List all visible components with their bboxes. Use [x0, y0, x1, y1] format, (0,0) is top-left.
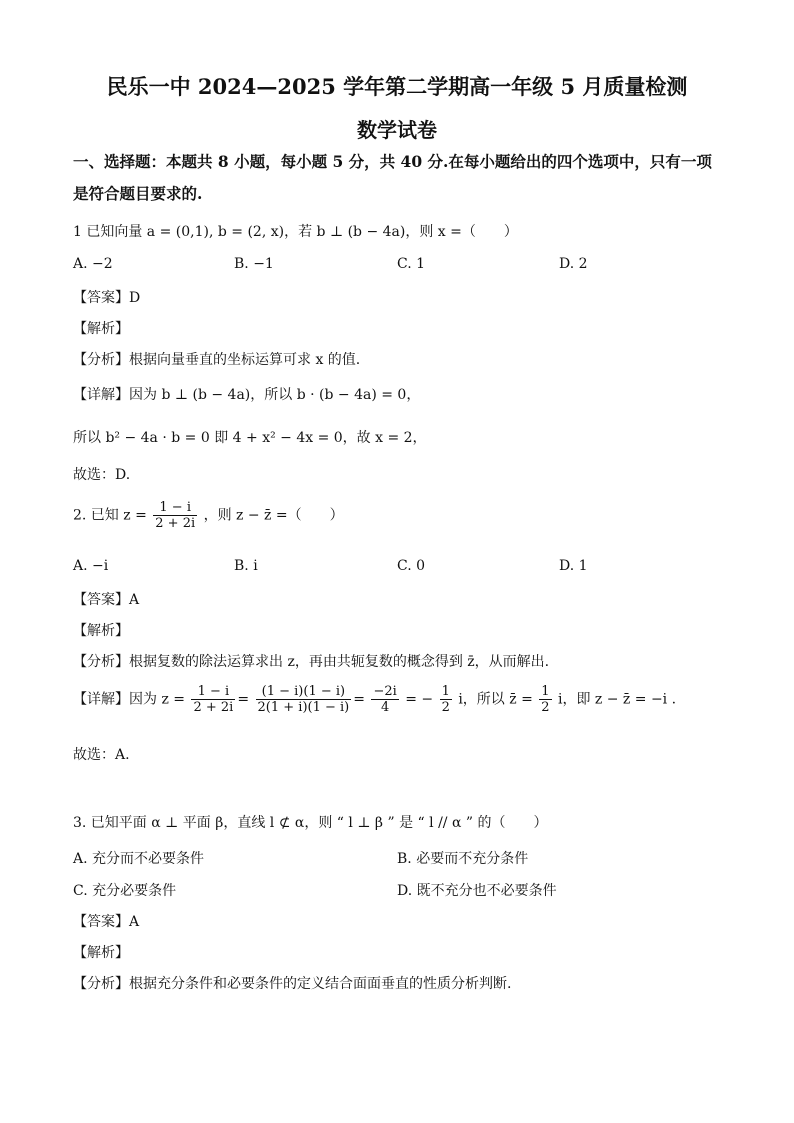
q1-detail-2: 所以 b² − 4a · b = 0 即 4 + x² − 4x = 0，故 x = 2，: [73, 430, 427, 446]
q2-option-a: A. −i: [73, 558, 109, 574]
q2-stem-denominator: 2 + 2i: [155, 516, 196, 531]
q1-fenxi: 【分析】根据向量垂直的坐标运算可求 x 的值.: [73, 352, 361, 368]
q2-fraction-1: [191, 684, 235, 715]
q3-fenxi: 【分析】根据充分条件和必要条件的定义结合面面垂直的性质分析判断.: [73, 976, 512, 992]
page-title: 民乐一中 2024—2025 学年第二学期高一年级 5 月质量检测: [106, 74, 688, 99]
q3-stem: 3. 已知平面 α ⊥ 平面 β，直线 l ⊄ α，则 “ l ⊥ β ” 是 “ l // α ” 的（ ）: [73, 815, 548, 831]
q3-option-c: C. 充分必要条件: [73, 883, 177, 899]
q3-answer: 【答案】A: [73, 914, 140, 930]
q1-option-b: B. −1: [234, 256, 274, 272]
q2-fraction-2: [256, 684, 352, 715]
q2-option-c: C. 0: [397, 558, 426, 574]
q2-fraction-4-den: 2: [441, 700, 450, 715]
q2-fraction-3: [371, 684, 398, 715]
q2-detail-pre: 【详解】因为 z =: [73, 691, 186, 708]
q2-option-b: B. i: [234, 558, 258, 574]
q2-analysis-label: 【解析】: [73, 623, 129, 639]
q1-option-c: C. 1: [397, 256, 426, 272]
section-heading-line1: 一、选择题：本题共 8 小题，每小题 5 分，共 40 分.在每小题给出的四个选项中，只有一项: [73, 152, 712, 171]
q2-fraction-3-num: −2i: [373, 684, 397, 699]
q2-fraction-4: [440, 684, 452, 715]
q2-fraction-5-den: 2: [541, 700, 550, 715]
q2-fraction-1-den: 2 + 2i: [193, 700, 234, 715]
q2-stem-post: ，则 z − z̄ =（ ）: [203, 507, 344, 524]
q1-choose: 故选：D.: [73, 467, 131, 483]
q2-fenxi: 【分析】根据复数的除法运算求出 z，再由共轭复数的概念得到 z̄，从而解出.: [73, 654, 550, 670]
q2-fraction-2-den: 2(1 + i)(1 − i): [257, 700, 350, 715]
q3-analysis-label: 【解析】: [73, 945, 129, 961]
q1-analysis-label: 【解析】: [73, 321, 129, 337]
q2-fraction-2-num: (1 − i)(1 − i): [261, 684, 346, 699]
q2-stem-numerator: 1 − i: [159, 500, 191, 515]
q2-stem-pre: 2. 已知 z =: [73, 507, 147, 524]
q1-option-a: A. −2: [73, 256, 113, 272]
q2-fraction-1-num: 1 − i: [197, 684, 230, 699]
q1-answer: 【答案】D: [73, 290, 141, 306]
q2-eq-mid: = −: [405, 691, 434, 708]
q2-fraction-4-num: 1: [441, 684, 450, 699]
q1-detail-1: 【详解】因为 b ⊥ (b − 4a)，所以 b · (b − 4a) = 0，: [73, 387, 421, 403]
q3-option-d: D. 既不充分也不必要条件: [397, 883, 557, 899]
q2-detail: 【详解】因为 z = $\frac{1 - i}{2 + 2i}$ = $\frac{(1 - i)(1 - i)}{2(1 + i)(1 - i)}$ = $\frac{-2i}{4}$ = − $\frac{1}{2}$ i，所以 z̄ = $\frac{1}{2}$ i，即 z − z̄ = −i .: [73, 684, 677, 715]
q3-option-b: B. 必要而不充分条件: [397, 851, 529, 867]
q2-mid-text: i，所以 z̄ =: [458, 691, 533, 708]
q2-fraction-3-den: 4: [371, 699, 398, 715]
section-heading-line2: 是符合题目要求的.: [73, 184, 203, 203]
q2-stem-fraction: [153, 500, 197, 531]
q2-fraction-5: [539, 684, 551, 715]
q2-end-text: i，即 z − z̄ = −i .: [558, 691, 677, 708]
q2-answer: 【答案】A: [73, 592, 140, 608]
q2-fraction-5-num: 1: [541, 684, 550, 699]
q2-choose: 故选：A.: [73, 747, 130, 763]
q1-option-d: D. 2: [559, 256, 588, 272]
q3-option-a: A. 充分而不必要条件: [73, 851, 205, 867]
q1-stem: 1 已知向量 a = (0,1), b = (2, x)，若 b ⊥ (b − 4a)，则 x =（ ）: [73, 224, 518, 240]
q2-option-d: D. 1: [559, 558, 588, 574]
q2-stem: [73, 500, 344, 531]
page-subtitle: 数学试卷: [357, 118, 437, 142]
